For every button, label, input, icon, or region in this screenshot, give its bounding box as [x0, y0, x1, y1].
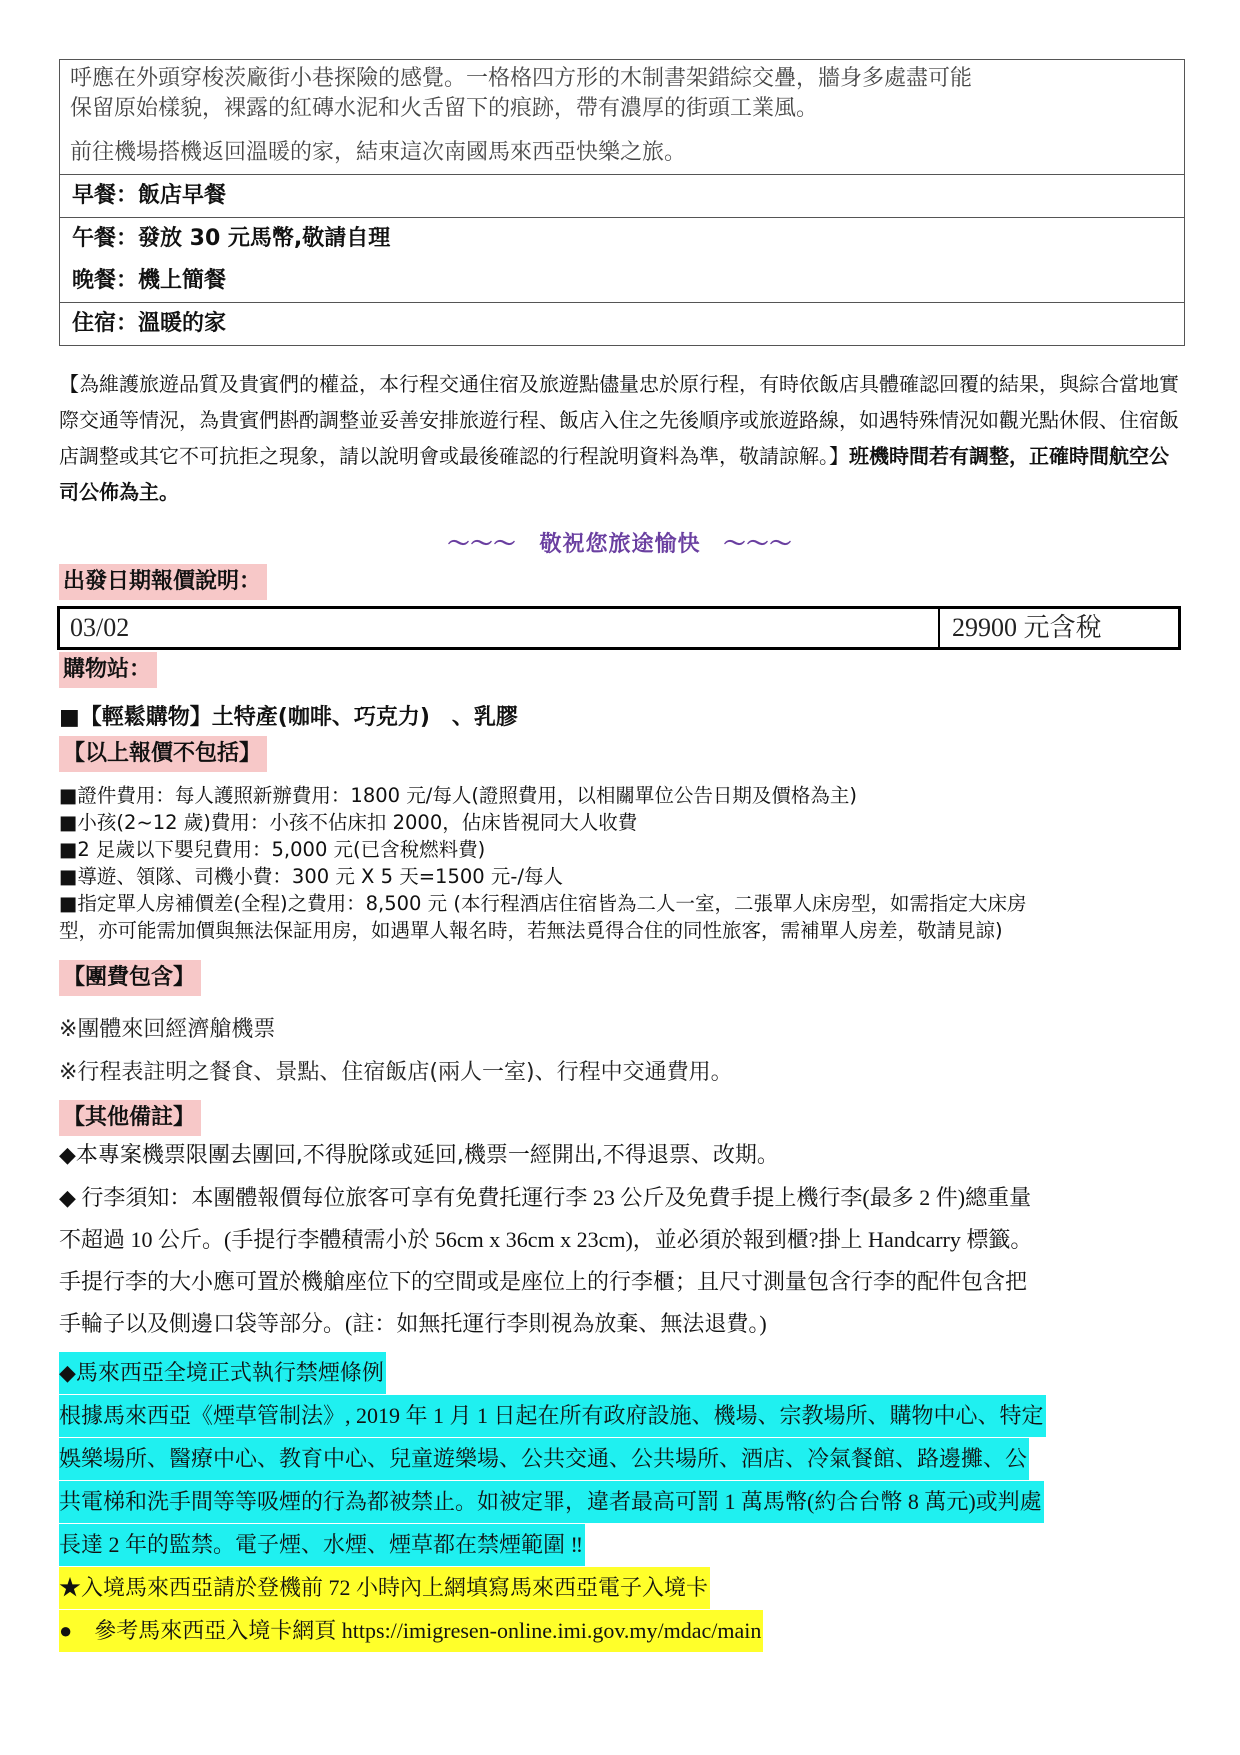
tour-price: 29900 元含稅 [952, 613, 1102, 642]
entry-card-link[interactable]: ● 參考馬來西亞入境卡網頁 https://imigresen-online.imi.gov.my/mdac/main [59, 1610, 763, 1652]
entry-card-notice: ★入境馬來西亞請於登機前 72 小時內上網填寫馬來西亞電子入境卡 [59, 1567, 710, 1609]
itinerary-day-box [59, 59, 1185, 346]
remark-line: 手輪子以及側邊口袋等部分。(註：如無托運行李則視為放棄、無法退費。) [59, 1311, 767, 1336]
exclude-heading: 【以上報價不包括】 [59, 736, 267, 772]
list-item: ■證件費用：每人護照新辦費用：1800 元/每人(證照費用，以相關單位公告日期及價格為主) [59, 784, 858, 807]
departure-date: 03/02 [60, 609, 940, 647]
list-item: ※行程表註明之餐食、景點、住宿飯店(兩人一室)、行程中交通費用。 [59, 1060, 733, 1085]
price-table [57, 606, 1181, 650]
notice-text: 【為維護旅遊品質及貴賓們的權益，本行程交通住宿及旅遊點儘量忠於原行程，有時依飯店具體確認回覆的結果，與綜合當地實際交通等情況，為貴賓們斟酌調整並妥善安排旅遊行程、飯店入住之先後順序或旅遊路線，如遇特殊情況如觀光點休假、住宿飯店調整或其它不可抗拒之現象，請以說明會或最後確認的行程說明資料為準，敬請諒解。】 [59, 372, 1179, 468]
lodging-row: 住宿：溫暖的家 [60, 302, 1184, 345]
list-item: ■導遊、領隊、司機小費：300 元 X 5 天=1500 元-/每人 [59, 865, 563, 888]
list-item: ■2 足歲以下嬰兒費用：5,000 元(已含稅燃料費) [59, 838, 486, 861]
smoking-title: ◆馬來西亞全境正式執行禁煙條例 [59, 1352, 386, 1394]
lunch-row: 午餐：發放 30 元馬幣,敬請自理 [72, 226, 391, 251]
include-heading: 【團費包含】 [59, 960, 201, 996]
list-item: 型，亦可能需加價與無法保証用房，如遇單人報名時，若無法覓得合住的同性旅客，需補單人房差，敬請見諒) [59, 919, 1003, 942]
smoking-ban-section [59, 1352, 1181, 1653]
travel-notice [59, 366, 1184, 510]
day-description [60, 60, 1184, 175]
notice-bold: 班機時間若有調整，正確時間航空公司公佈為主。 [59, 444, 1169, 504]
breakfast-row: 早餐：飯店早餐 [60, 175, 1184, 218]
desc-end: 前往機場搭機返回溫暖的家，結束這次南國馬來西亞快樂之旅。 [70, 140, 687, 165]
smoking-line: 長達 2 年的監禁。電子煙、水煙、煙草都在禁煙範圍 ‼ [59, 1524, 585, 1566]
shop-heading: 購物站： [59, 652, 157, 688]
smoking-line: 根據馬來西亞《煙草管制法》, 2019 年 1 月 1 日起在所有政府設施、機場、宗教場所、購物中心、特定 [59, 1395, 1046, 1437]
list-item: ※團體來回經濟艙機票 [59, 1017, 276, 1042]
remarks-list [59, 1135, 1179, 1345]
remark-line: 手提行李的大小應可置於機艙座位下的空間或是座位上的行李櫃；且尺寸測量包含行李的配件包含把 [59, 1269, 1028, 1294]
list-item: ■指定單人房補價差(全程)之費用：8,500 元 (本行程酒店住宿皆為二人一室，二張單人床房型，如需指定大床房 [59, 892, 1027, 915]
remark-line: 不超過 10 公斤。(手提行李體積需小於 56cm x 36cm x 23cm)，並必須於報到櫃?掛上 Handcarry 標籤。 [59, 1227, 1033, 1252]
dinner-row: 晚餐：機上簡餐 [72, 268, 227, 293]
price-heading: 出發日期報價說明： [59, 564, 267, 600]
remark-line: ◆ 行李須知：本團體報價每位旅客可享有免費托運行李 23 公斤及免費手提上機行李(最多 2 件)總重量 [59, 1185, 1032, 1210]
wish-line: ～～～ 敬祝您旅途愉快 ～～～ [447, 532, 793, 557]
other-heading: 【其他備註】 [59, 1100, 201, 1136]
desc-line: 保留原始樣貌，裸露的紅磚水泥和火舌留下的痕跡，帶有濃厚的街頭工業風。 [70, 96, 819, 121]
smoking-line: 共電梯和洗手間等等吸煙的行為都被禁止。如被定罪，違者最高可罰 1 萬馬幣(約合台幣 8 萬元)或判處 [59, 1481, 1044, 1523]
list-item: ■小孩(2~12 歲)費用：小孩不佔床扣 2000，佔床皆視同大人收費 [59, 811, 638, 834]
desc-line: 呼應在外頭穿梭茨廠街小巷探險的感覺。一格格四方形的木制書架錯綜交疊，牆身多處盡可能 [70, 66, 973, 91]
remark-line: ◆本專案機票限團去團回,不得脫隊或延回,機票一經開出,不得退票、改期。 [59, 1143, 779, 1168]
exclude-list [59, 782, 1189, 944]
smoking-line: 娛樂場所、醫療中心、教育中心、兒童遊樂場、公共交通、公共場所、酒店、冷氣餐館、路邊攤、公 [59, 1438, 1029, 1480]
shop-item: ■【輕鬆購物】土特產(咖啡、巧克力) 、乳膠 [59, 705, 518, 730]
